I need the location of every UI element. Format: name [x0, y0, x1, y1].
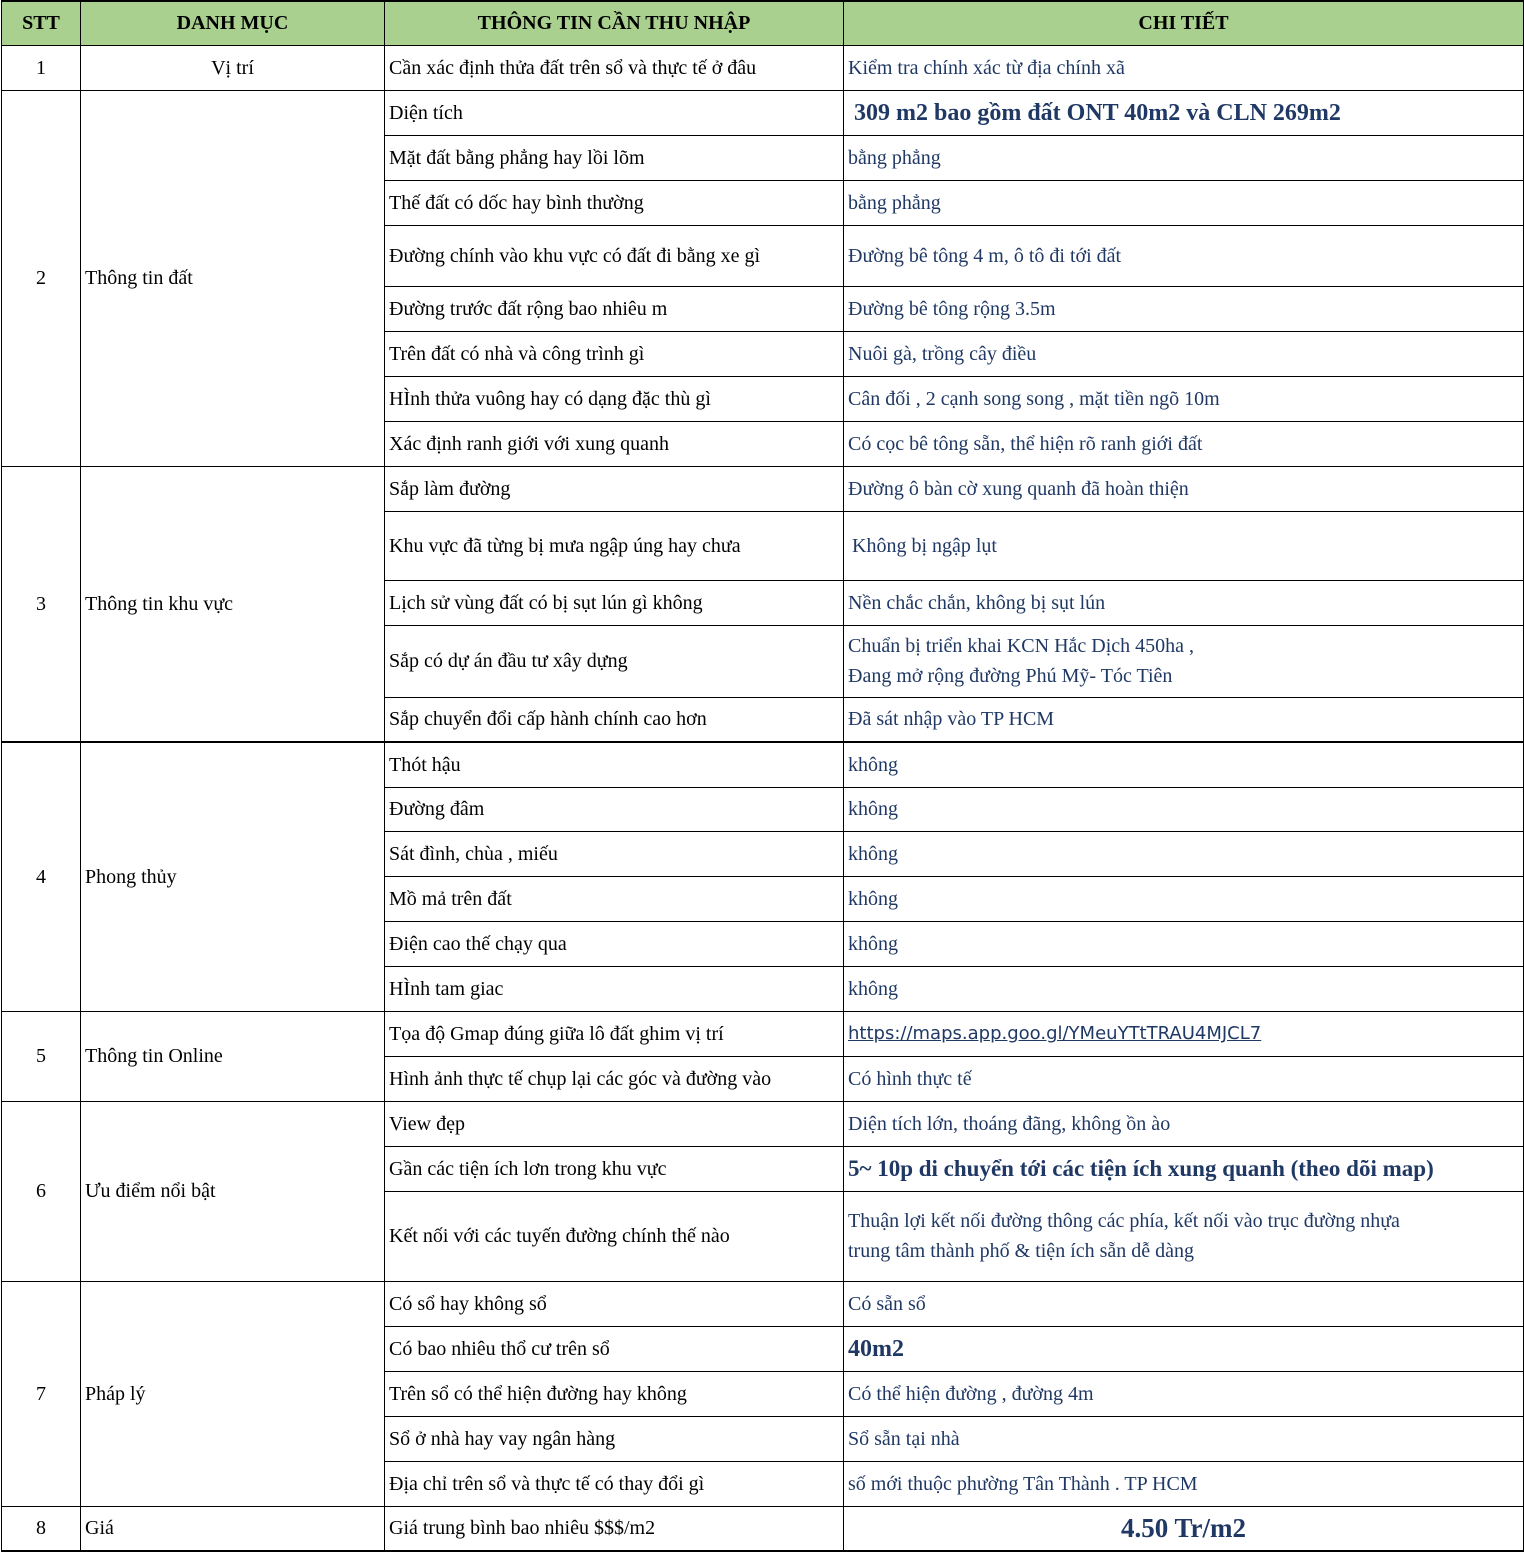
info-cell: Cần xác định thửa đất trên sổ và thực tế ở đâu	[385, 45, 844, 90]
detail-cell: Có sẵn sổ	[844, 1281, 1524, 1326]
info-cell: Mặt đất bằng phẳng hay lồi lõm	[385, 135, 844, 180]
table-row	[2, 45, 1524, 90]
detail-cell: không	[844, 876, 1524, 921]
category-cell: Phong thủy	[81, 742, 385, 1011]
category-cell: Thông tin khu vực	[81, 466, 385, 742]
stt-cell: 1	[2, 45, 81, 90]
header-stt: STT	[2, 1, 81, 45]
info-cell: Trên đất có nhà và công trình gì	[385, 331, 844, 376]
info-cell: HÌnh tam giac	[385, 966, 844, 1011]
detail-cell: Không bị ngập lụt	[844, 511, 1524, 580]
info-cell: Sổ ở nhà hay vay ngân hàng	[385, 1416, 844, 1461]
detail-cell: Cân đối , 2 cạnh song song , mặt tiền ngõ 10m	[844, 376, 1524, 421]
table-row	[2, 1011, 1524, 1056]
detail-cell: không	[844, 742, 1524, 787]
category-cell: Pháp lý	[81, 1281, 385, 1506]
detail-cell: 40m2	[844, 1326, 1524, 1371]
info-cell: Sắp chuyển đổi cấp hành chính cao hơn	[385, 697, 844, 742]
detail-cell: Diện tích lớn, thoáng đãng, không ồn ào	[844, 1101, 1524, 1146]
detail-cell: không	[844, 966, 1524, 1011]
detail-cell	[844, 1011, 1524, 1056]
category-cell: Ưu điểm nổi bật	[81, 1101, 385, 1281]
detail-cell: Đường bê tông rộng 3.5m	[844, 286, 1524, 331]
info-cell: Trên sổ có thể hiện đường hay không	[385, 1371, 844, 1416]
info-cell: HÌnh thửa vuông hay có dạng đặc thù gì	[385, 376, 844, 421]
detail-cell: Có cọc bê tông sẵn, thể hiện rõ ranh giới đất	[844, 421, 1524, 466]
info-cell: Gần các tiện ích lơn trong khu vực	[385, 1146, 844, 1191]
info-cell: Sắp làm đường	[385, 466, 844, 511]
detail-cell: bằng phẳng	[844, 135, 1524, 180]
detail-cell: Có thể hiện đường , đường 4m	[844, 1371, 1524, 1416]
info-cell: Có sổ hay không sổ	[385, 1281, 844, 1326]
detail-cell: bằng phẳng	[844, 180, 1524, 225]
info-cell: Đường trước đất rộng bao nhiêu m	[385, 286, 844, 331]
stt-cell: 3	[2, 466, 81, 742]
detail-cell: Nuôi gà, trồng cây điều	[844, 331, 1524, 376]
stt-cell: 7	[2, 1281, 81, 1506]
detail-cell: Đường bê tông 4 m, ô tô đi tới đất	[844, 225, 1524, 286]
table-row	[2, 466, 1524, 511]
header-detail: CHI TIẾT	[844, 1, 1524, 45]
info-cell: Sắp có dự án đầu tư xây dựng	[385, 625, 844, 697]
info-cell: Đường chính vào khu vực có đất đi bằng xe gì	[385, 225, 844, 286]
stt-cell: 6	[2, 1101, 81, 1281]
info-cell: View đẹp	[385, 1101, 844, 1146]
detail-cell: Đã sát nhập vào TP HCM	[844, 697, 1524, 742]
info-cell: Địa chỉ trên sổ và thực tế có thay đổi gì	[385, 1461, 844, 1506]
detail-cell	[844, 625, 1524, 697]
info-cell: Mồ mả trên đất	[385, 876, 844, 921]
category-cell: Thông tin đất	[81, 90, 385, 466]
detail-line: Đang mở rộng đường Phú Mỹ- Tóc Tiên	[848, 665, 1173, 687]
detail-cell: không	[844, 831, 1524, 876]
header-category: DANH MỤC	[81, 1, 385, 45]
info-cell: Lịch sử vùng đất có bị sụt lún gì không	[385, 580, 844, 625]
detail-cell: Sổ sẵn tại nhà	[844, 1416, 1524, 1461]
table-row	[2, 90, 1524, 135]
detail-cell: không	[844, 921, 1524, 966]
land-info-table	[1, 0, 1524, 1552]
price-cell: 4.50 Tr/m2	[844, 1506, 1524, 1551]
info-cell: Tọa độ Gmap đúng giữa lô đất ghim vị trí	[385, 1011, 844, 1056]
table-row	[2, 1281, 1524, 1326]
detail-line: Chuẩn bị triển khai KCN Hắc Dịch 450ha ,	[848, 635, 1195, 657]
info-cell: Diện tích	[385, 90, 844, 135]
info-cell: Thế đất có dốc hay bình thường	[385, 180, 844, 225]
info-cell: Có bao nhiêu thổ cư trên sổ	[385, 1326, 844, 1371]
info-cell: Đường đâm	[385, 787, 844, 831]
category-cell: Giá	[81, 1506, 385, 1551]
info-cell: Thót hậu	[385, 742, 844, 787]
detail-cell: 309 m2 bao gồm đất ONT 40m2 và CLN 269m2	[844, 90, 1524, 135]
info-cell: Khu vực đã từng bị mưa ngập úng hay chưa	[385, 511, 844, 580]
table-row	[2, 1506, 1524, 1551]
info-cell: Kết nối với các tuyến đường chính thế nào	[385, 1191, 844, 1281]
detail-cell: không	[844, 787, 1524, 831]
detail-cell: Đường ô bàn cờ xung quanh đã hoàn thiện	[844, 466, 1524, 511]
gmap-link[interactable]: https://maps.app.goo.gl/YMeuYTtTRAU4MJCL7	[848, 1023, 1262, 1044]
detail-line: trung tâm thành phố & tiện ích sẵn dễ dàng	[848, 1240, 1195, 1262]
stt-cell: 4	[2, 742, 81, 1011]
info-cell: Giá trung bình bao nhiêu $$$/m2	[385, 1506, 844, 1551]
stt-cell: 8	[2, 1506, 81, 1551]
detail-cell: Kiểm tra chính xác từ địa chính xã	[844, 45, 1524, 90]
header-row	[2, 1, 1524, 45]
header-info: THÔNG TIN CẦN THU NHẬP	[385, 1, 844, 45]
detail-cell: Nền chắc chắn, không bị sụt lún	[844, 580, 1524, 625]
table-row	[2, 1101, 1524, 1146]
info-cell: Điện cao thế chạy qua	[385, 921, 844, 966]
detail-cell: số mới thuộc phường Tân Thành . TP HCM	[844, 1461, 1524, 1506]
detail-line: Thuận lợi kết nối đường thông các phía, kết nối vào trục đường nhựa	[848, 1210, 1400, 1232]
detail-cell: Có hình thực tế	[844, 1056, 1524, 1101]
category-cell: Thông tin Online	[81, 1011, 385, 1101]
stt-cell: 5	[2, 1011, 81, 1101]
table-row	[2, 742, 1524, 787]
category-cell: Vị trí	[81, 45, 385, 90]
info-cell: Hình ảnh thực tế chụp lại các góc và đường vào	[385, 1056, 844, 1101]
info-cell: Sát đình, chùa , miếu	[385, 831, 844, 876]
stt-cell: 2	[2, 90, 81, 466]
detail-cell: 5~ 10p di chuyển tới các tiện ích xung quanh (theo dõi map)	[844, 1146, 1524, 1191]
detail-cell	[844, 1191, 1524, 1281]
info-cell: Xác định ranh giới với xung quanh	[385, 421, 844, 466]
